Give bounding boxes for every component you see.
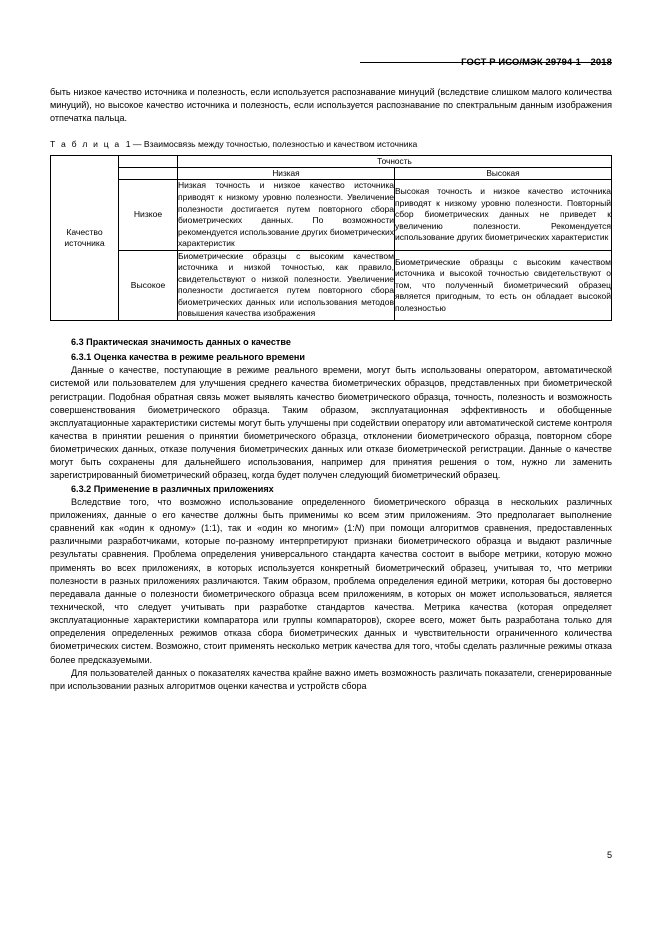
table-caption-text: — Взаимосвязь между точностью, полезностью и качеством источника xyxy=(132,139,418,150)
paragraph-6-3-2-a-part2: ) при помощи алгоритмов сравнения, предоставленных различными разработчиками, которые по-разному интерпретируют признаки биометрического образца и выдают различные результаты сравнения. Проблема определения универсального стандарта качества состоит в выборе метрики, которую можно применять во всех приложениях, в которых используется конкретный биометрический образец, учитывая то, что метрики полезности в разных приложениях различаются. Таким образом, проблема определения единой метрики, которая бы достоверно передавала данные о полезности биометрического образца всем приложениям, в которых он может использоваться, является технической, что следует учитывать при разработке стандартов качества. Метрика качества (которая определяет эксплуатационные характеристики компаратора или группы компараторов), скорее всего, может быть разработана только для определения определенных режимов отказа сбора биометрических данных и чувствительности ограниченного количества биометрических систем. Возможно, стоит применять несколько метрик качества для того, чтобы сделать различные режимы отказа более предсказуемыми. xyxy=(50,523,612,665)
running-head-rule xyxy=(360,62,612,63)
table-caption-number: 1 xyxy=(125,139,131,150)
intro-paragraph: быть низкое качество источника и полезность, если используется распознавание минуций (вследствие слишком малого количества минуций), но высокое качество источника и полезность, если используется распознавание по спектральным данным изображения отпечатка пальца. xyxy=(50,87,612,124)
table-cell-low-low: Низкая точность и низкое качество источника приводят к низкому уровню полезности. Увеличение полезности достигается путем повторного сбора биометрических данных. По возможности рекомендуется использование других биометрических характеристик xyxy=(178,180,395,250)
table-row xyxy=(51,180,612,250)
table-row xyxy=(51,250,612,320)
paragraph-6-3-2-a-part1: Вследствие того, что возможно использование определенного биометрического образца в нескольких различных приложениях, данные о его качестве должны быть применимы ко всем этим приложениям. Это предполагает выполнение сравнений как «один к одному» (1:1), так и «один ко многим» (1: xyxy=(50,496,612,534)
heading-6-3: 6.3 Практическая значимость данных о качестве xyxy=(71,337,291,348)
table-col-header-low: Низкая xyxy=(178,168,395,180)
variable-n: N xyxy=(354,523,362,534)
table-row-label-high: Высокое xyxy=(119,250,178,320)
page-number: 5 xyxy=(606,850,612,860)
table-span-header-accuracy: Точность xyxy=(178,156,612,168)
table-1-wrapper xyxy=(50,155,612,321)
heading-6-3-2: 6.3.2 Применение в различных приложениях xyxy=(71,483,274,494)
table-corner-blank xyxy=(119,156,178,168)
table-header-row-top xyxy=(51,156,612,168)
table-cell-low-high: Высокая точность и низкое качество источника приводят к низкому уровню полезности. Повторный сбор биометрических данных не приведет к увеличению полезности. Рекомендуется использование других биометрических характеристик xyxy=(395,180,612,250)
table-col-header-high: Высокая xyxy=(395,168,612,180)
paragraph-6-3-2-b: Для пользователей данных о показателях качества крайне важно иметь возможность различать показатели, сгенерированные при использовании разных алгоритмов оценки качества и устройств сбора xyxy=(50,667,612,691)
table-row-label-low: Низкое xyxy=(119,180,178,250)
table-header-row-sub xyxy=(51,168,612,180)
paragraph-6-3-1: Данные о качестве, поступающие в режиме реального времени, могут быть использованы оператором, автоматической системой или пользователем для улучшения среднего качества биометрических образцов, представленных при биометрической регистрации. Подобная обратная связь может выявлять качество биометрического образца, точность, полезность и возможность совершенствования биометрического образца. Таким образом, эксплуатационная эффективность и обобщенные эксплуатационные характеристики системы могут быть улучшены при содействии оператору или автоматической системе контроля качества в принятии решения о принятии биометрического образца, отклонении биометрического образца, повторном сборе биометрических данных, отказе получения биометрических данных или отказе биометрической регистрации. Данные о качестве могут быть сохранены для дальнейшего использования, например для принятия решения о том, нужно ли заменить зарегистрированный биометрический образец, когда будет получен следующий биометрический образец. xyxy=(50,365,612,481)
table-cell-high-low: Биометрические образцы с высоким качеством источника и низкой точностью, как правило, свидетельствуют о низкой полезности. Увеличение полезности достигается путем повторного сбора биометрических данных или использования методов повышения качества изображения xyxy=(178,250,395,320)
paragraph-6-3-2-a xyxy=(50,496,612,667)
page-content xyxy=(50,86,612,693)
table-corner-blank-2 xyxy=(119,168,178,180)
table-cell-high-high: Биометрические образцы с высоким качеством источника и высокой точностью свидетельствуют о том, что полученный биометрический образец является пригодным, то есть он обладает высокой полезностью xyxy=(395,250,612,320)
spacer xyxy=(50,125,612,138)
table-caption xyxy=(50,138,612,150)
spacer xyxy=(50,321,612,336)
heading-6-3-1: 6.3.1 Оценка качества в режиме реального времени xyxy=(71,352,306,363)
table-stub-header: Качество источника xyxy=(51,156,119,321)
table-relationship-accuracy-utility-source-quality xyxy=(50,155,612,321)
table-caption-label: Т а б л и ц а xyxy=(50,139,121,150)
